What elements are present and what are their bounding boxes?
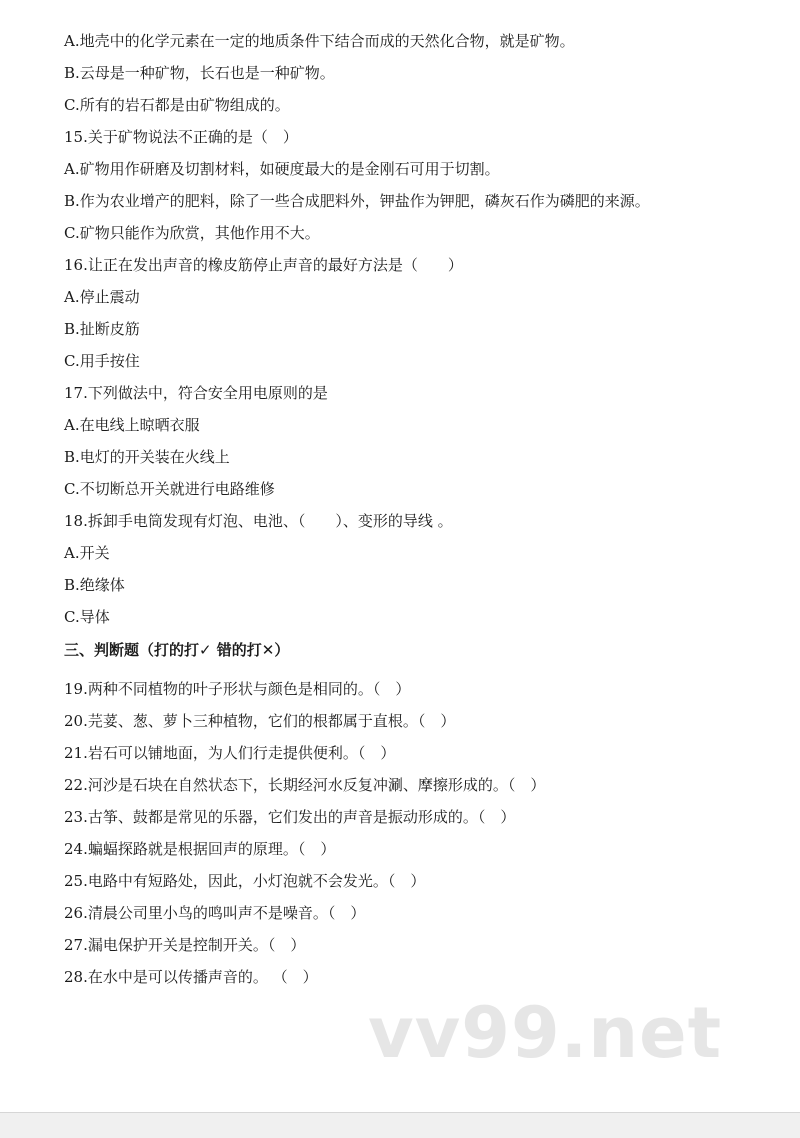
option-line: C.所有的岩石都是由矿物组成的。 xyxy=(64,96,290,114)
question-line: 18.拆卸手电筒发现有灯泡、电池、（ ）、变形的导线 。 xyxy=(64,512,453,530)
judgment-line: 26.清晨公司里小鸟的鸣叫声不是噪音。（ ） xyxy=(64,904,366,922)
option-line: B.作为农业增产的肥料，除了一些合成肥料外，钾盐作为钾肥，磷灰石作为磷肥的来源。 xyxy=(64,192,650,210)
option-line: A.地壳中的化学元素在一定的地质条件下结合而成的天然化合物，就是矿物。 xyxy=(64,32,575,50)
watermark-text: vv99.net xyxy=(368,992,723,1074)
judgment-line: 28.在水中是可以传播声音的。 （ ） xyxy=(64,968,318,986)
question-line: 17.下列做法中，符合安全用电原则的是 xyxy=(64,384,328,402)
judgment-line: 25.电路中有短路处，因此，小灯泡就不会发光。（ ） xyxy=(64,872,426,890)
option-line: B.扯断皮筋 xyxy=(64,320,140,338)
option-line: A.开关 xyxy=(64,544,110,562)
option-line: C.导体 xyxy=(64,608,110,626)
option-line: A.矿物用作研磨及切割材料，如硬度最大的是金刚石可用于切割。 xyxy=(64,160,500,178)
judgment-line: 27.漏电保护开关是控制开关。（ ） xyxy=(64,936,306,954)
judgment-line: 22.河沙是石块在自然状态下，长期经河水反复冲涮、摩擦形成的。（ ） xyxy=(64,776,546,794)
option-line: C.用手按住 xyxy=(64,352,140,370)
judgment-line: 21.岩石可以铺地面，为人们行走提供便利。（ ） xyxy=(64,744,396,762)
question-line: 15.关于矿物说法不正确的是（ ） xyxy=(64,128,298,146)
option-line: A.在电线上晾晒衣服 xyxy=(64,416,200,434)
judgment-line: 20.芫荽、葱、萝卜三种植物，它们的根都属于直根。（ ） xyxy=(64,712,456,730)
option-line: C.不切断总开关就进行电路维修 xyxy=(64,480,275,498)
option-line: C.矿物只能作为欣赏，其他作用不大。 xyxy=(64,224,320,242)
page-bottom-bar xyxy=(0,1112,800,1138)
option-line: A.停止震动 xyxy=(64,288,140,306)
option-line: B.电灯的开关装在火线上 xyxy=(64,448,230,466)
question-line: 16.让正在发出声音的橡皮筋停止声音的最好方法是（ ） xyxy=(64,256,463,274)
judgment-line: 23.古筝、鼓都是常见的乐器，它们发出的声音是振动形成的。（ ） xyxy=(64,808,516,826)
section-heading: 三、判断题（打的打✓ 错的打✕） xyxy=(64,641,290,659)
judgment-line: 19.两种不同植物的叶子形状与颜色是相同的。（ ） xyxy=(64,680,411,698)
judgment-line: 24.蝙蝠探路就是根据回声的原理。（ ） xyxy=(64,840,336,858)
option-line: B.云母是一种矿物，长石也是一种矿物。 xyxy=(64,64,335,82)
option-line: B.绝缘体 xyxy=(64,576,125,594)
